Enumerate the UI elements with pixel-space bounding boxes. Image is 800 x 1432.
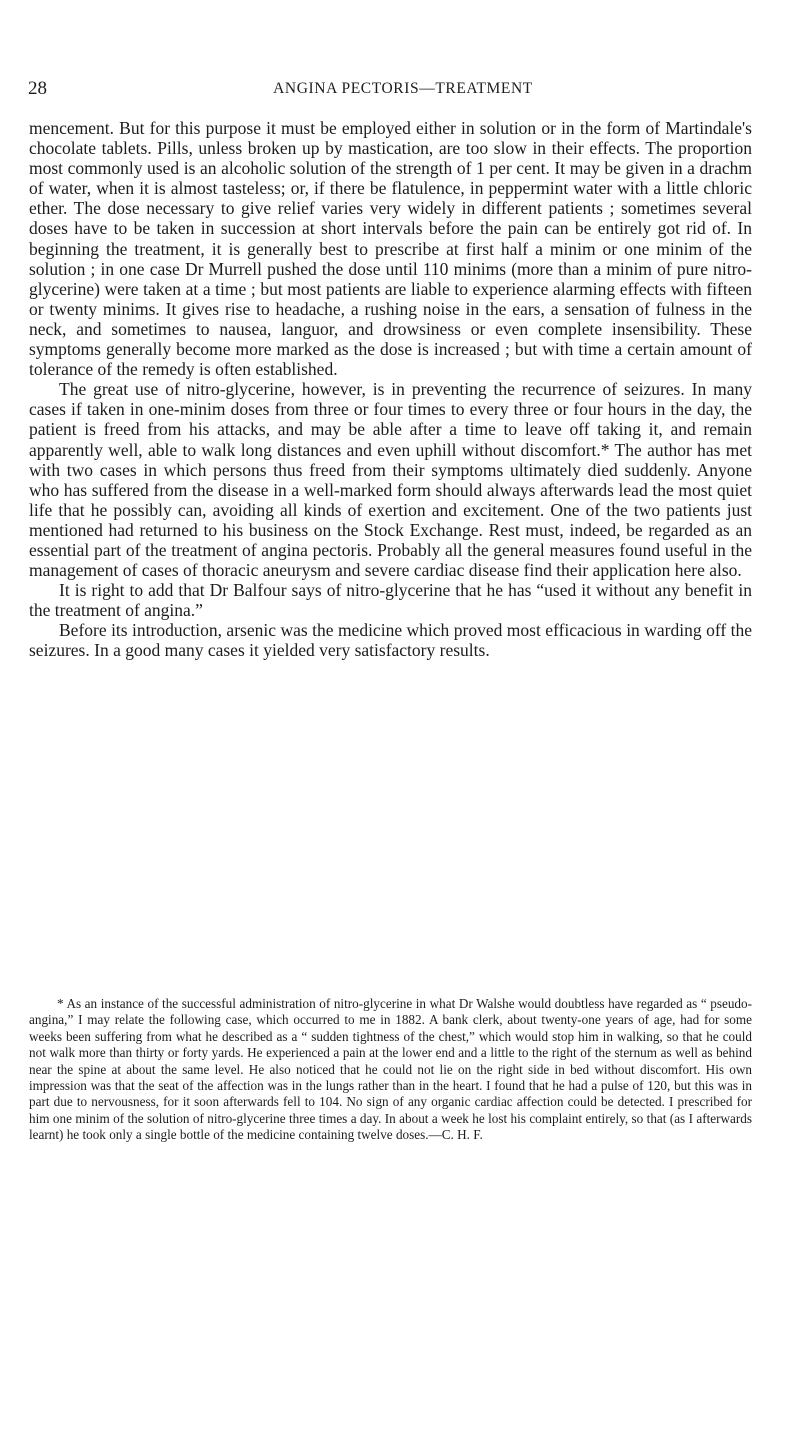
paragraph-3: It is right to add that Dr Balfour says of nitro-glycerine that he has “used it without any benefit in the treatment of angina.” [29, 580, 752, 621]
body-text [29, 118, 752, 661]
footnote [29, 996, 752, 1144]
running-head: ANGINA PECTORIS—TREATMENT [273, 80, 533, 97]
footnote-text: * As an instance of the successful administration of nitro-glycerine in what Dr Walshe would doubtless have regarded as “ pseudo-angina,” I may relate the following case, which occurred to me in 1882. A bank clerk, about twenty-one years of age, had for some weeks been suffering from what he described as a “ sudden tightness of the chest,” which would stop him in walking, so that he could not walk more than thirty or forty yards. He experienced a pain at the lower end and a little to the right of the sternum as well as behind near the spine at about the same level. He also noticed that he could not lie on the right side in bed without discomfort. His own impression was that the seat of the affection was in the lungs rather than in the heart. I found that he had a pulse of 120, but this was in part due to nervousness, for it soon afterwards fell to 104. No sign of any organic cardiac affection could be detected. I prescribed for him one minim of the solution of nitro-glycerine three times a day. In about a week he lost his complaint entirely, so that (as I afterwards learnt) he took only a single bottle of the medicine containing twelve doses.—C. H. F. [29, 996, 752, 1143]
paragraph-4: Before its introduction, arsenic was the medicine which proved most efficacious in warding off the seizures. In a good many cases it yielded very satisfactory results. [29, 620, 752, 661]
paragraph-2: The great use of nitro-glycerine, however, is in preventing the recurrence of seizures. In many cases if taken in one-minim doses from three or four times to every three or four hours in the day, the patient is freed from his attacks, and may be able after a time to leave off taking it, and remain apparently well, able to walk long distances and even uphill without discomfort.* The author has met with two cases in which persons thus freed from their symptoms ultimately died suddenly. Anyone who has suffered from the disease in a well-marked form should always afterwards lead the most quiet life that he possibly can, avoiding all kinds of exertion and excitement. One of the two patients just mentioned had returned to his business on the Stock Exchange. Rest must, indeed, be regarded as an essential part of the treatment of angina pectoris. Probably all the general measures found useful in the management of cases of thoracic aneurysm and severe cardiac disease find their application here also. [29, 379, 752, 581]
page-number: 28 [28, 78, 47, 99]
paragraph-1: mencement. But for this purpose it must be employed either in solution or in the form of Martindale's chocolate tablets. Pills, unless broken up by mastication, are too slow in their effects. The proportion most commonly used is an alcoholic solution of the strength of 1 per cent. It may be given in a drachm of water, when it is almost tasteless; or, if there be flatulence, in peppermint water with a little chloric ether. The dose necessary to give relief varies very widely in different patients ; sometimes several doses have to be taken in succession at short intervals before the pain can be entirely got rid of. In beginning the treatment, it is generally best to prescribe at first half a minim or one minim of the solution ; in one case Dr Murrell pushed the dose until 110 minims (more than a minim of pure nitro-glycerine) were taken at a time ; but most patients are liable to experience alarming effects with fifteen or twenty minims. It gives rise to headache, a rushing noise in the ears, a sensation of fulness in the neck, and sometimes to nausea, languor, and drowsiness or even complete insensibility. These symptoms generally become more marked as the dose is increased ; but with time a certain amount of tolerance of the remedy is often established. [29, 118, 752, 380]
page-header [28, 78, 758, 106]
